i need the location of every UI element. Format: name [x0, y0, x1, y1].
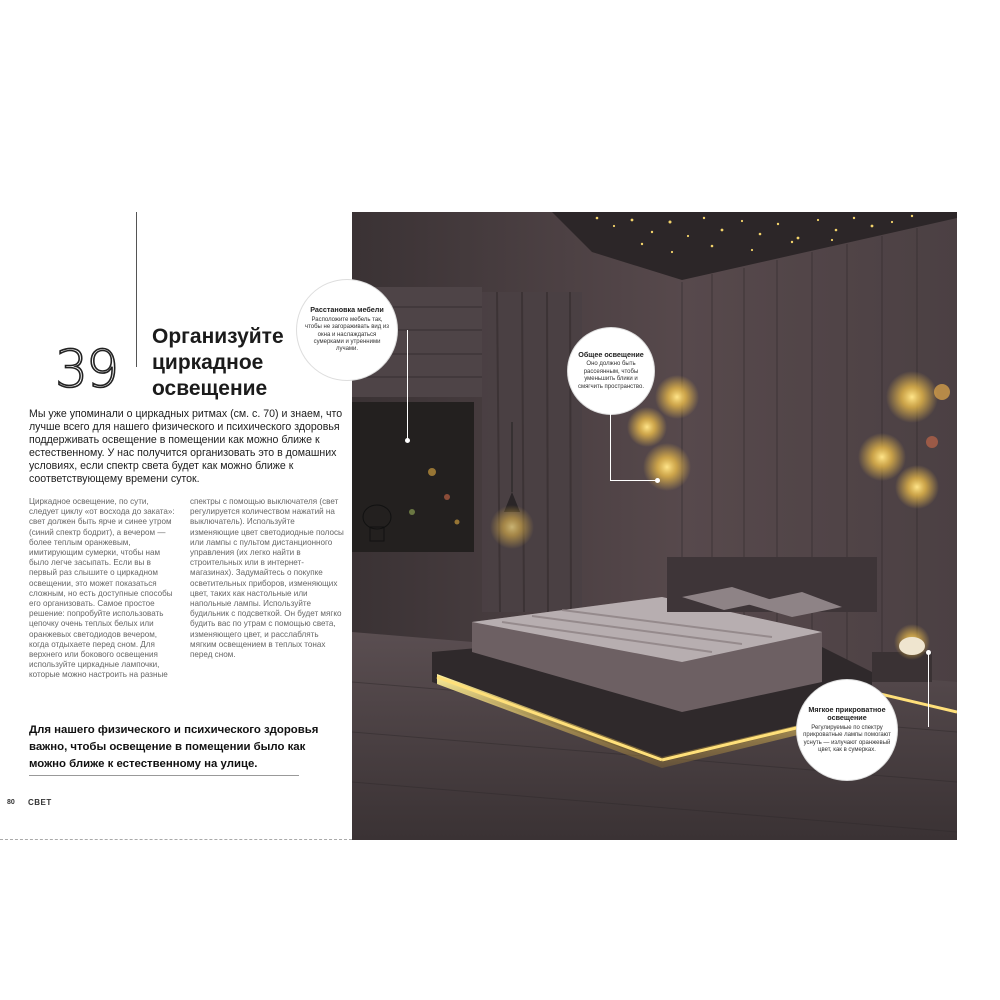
title-line-1: Организуйте: [152, 325, 284, 348]
page-number: 80: [7, 799, 15, 806]
body-column-2: спектры с помощью выключателя (свет регулируется количеством нажатий на выключатель). Используйте изменяющие цвет светодиодные полосы или лампы с пультом дистанционного управления (их легко найти в строительных или в интернет-магазинах). Задумайтесь о покупке осветительных приборов, изменяющих цвет, таких как настольные или напольные лампы. Используйте будильник с подсветкой. Он будет мягко будить вас по утрам с помощью света, изменяющего цвет, и расслаблять мягким освещением в теплых тонах перед сном.: [190, 497, 344, 660]
intro-paragraph: Мы уже упоминали о циркадных ритмах (см. с. 70) и знаем, что лучше всего для нашего физического и психического здоровья поддерживать освещение в помещении как можно ближе к естественному. У нас получится организовать это в домашних условиях, если спектр света будет как можно ближе к соответствующему времени суток.: [29, 408, 343, 485]
vertical-rule: [136, 212, 137, 367]
section-label: СВЕТ: [28, 798, 52, 807]
pull-quote: Для нашего физического и психического здоровья важно, чтобы освещение в помещении было как можно ближе к естественному на улице.: [29, 724, 319, 770]
callout-body: Расположите мебель так, чтобы не загораживать вид из окна и наслаждаться сумерками и утренними лучами.: [304, 316, 390, 353]
bottom-dashed-rule: [0, 839, 352, 840]
callout-leader: [610, 414, 611, 480]
callout-leader: [407, 330, 408, 440]
title-line-2: циркадное: [152, 351, 264, 374]
callout-title: Мягкое прикроватное освещение: [808, 704, 886, 723]
callout-title: Общее освещение: [578, 349, 644, 359]
tip-number: 39: [55, 340, 118, 400]
callout-furniture: [297, 280, 397, 380]
callout-body: Оно должно быть рассеянным, чтобы уменьшить блики и смягчить пространство.: [577, 361, 645, 390]
callout-leader-dot: [405, 438, 410, 443]
callout-title: Расстановка мебели: [310, 305, 384, 315]
callout-leader-dot: [655, 478, 660, 483]
body-column-1: Циркадное освещение, по сути, следует циклу «от восхода до заката»: свет должен быть ярче и синее утром (синий спектр бодрит), а вечером — более теплым оранжевым, имитирующим сумерки, чтобы нам было легче засыпать. Если вы в первый раз слышите о циркадном освещении, это может показаться сложным, но есть доступные способы его организовать. Самое простое решение: попробуйте использовать цепочку очень теплых белых или оранжевых светодиодов вечером, когда отдыхаете перед сном. Для верхнего или бокового освещения используйте циркадные лампочки, которые можно настроить на разные: [29, 497, 175, 680]
callout-general-lighting: [568, 328, 654, 414]
pull-quote-rule: [29, 775, 299, 776]
text-page: [0, 212, 352, 840]
callout-body: Регулируемые по спектру прикроватные лампы помогают уснуть — излучают оранжевый цвет, как в сумерках.: [803, 724, 891, 753]
callout-bedside-lighting: [797, 680, 897, 780]
title-line-3: освещение: [152, 377, 268, 400]
callout-leader-dot: [926, 650, 931, 655]
callout-leader: [928, 652, 929, 727]
callout-leader: [610, 480, 657, 481]
